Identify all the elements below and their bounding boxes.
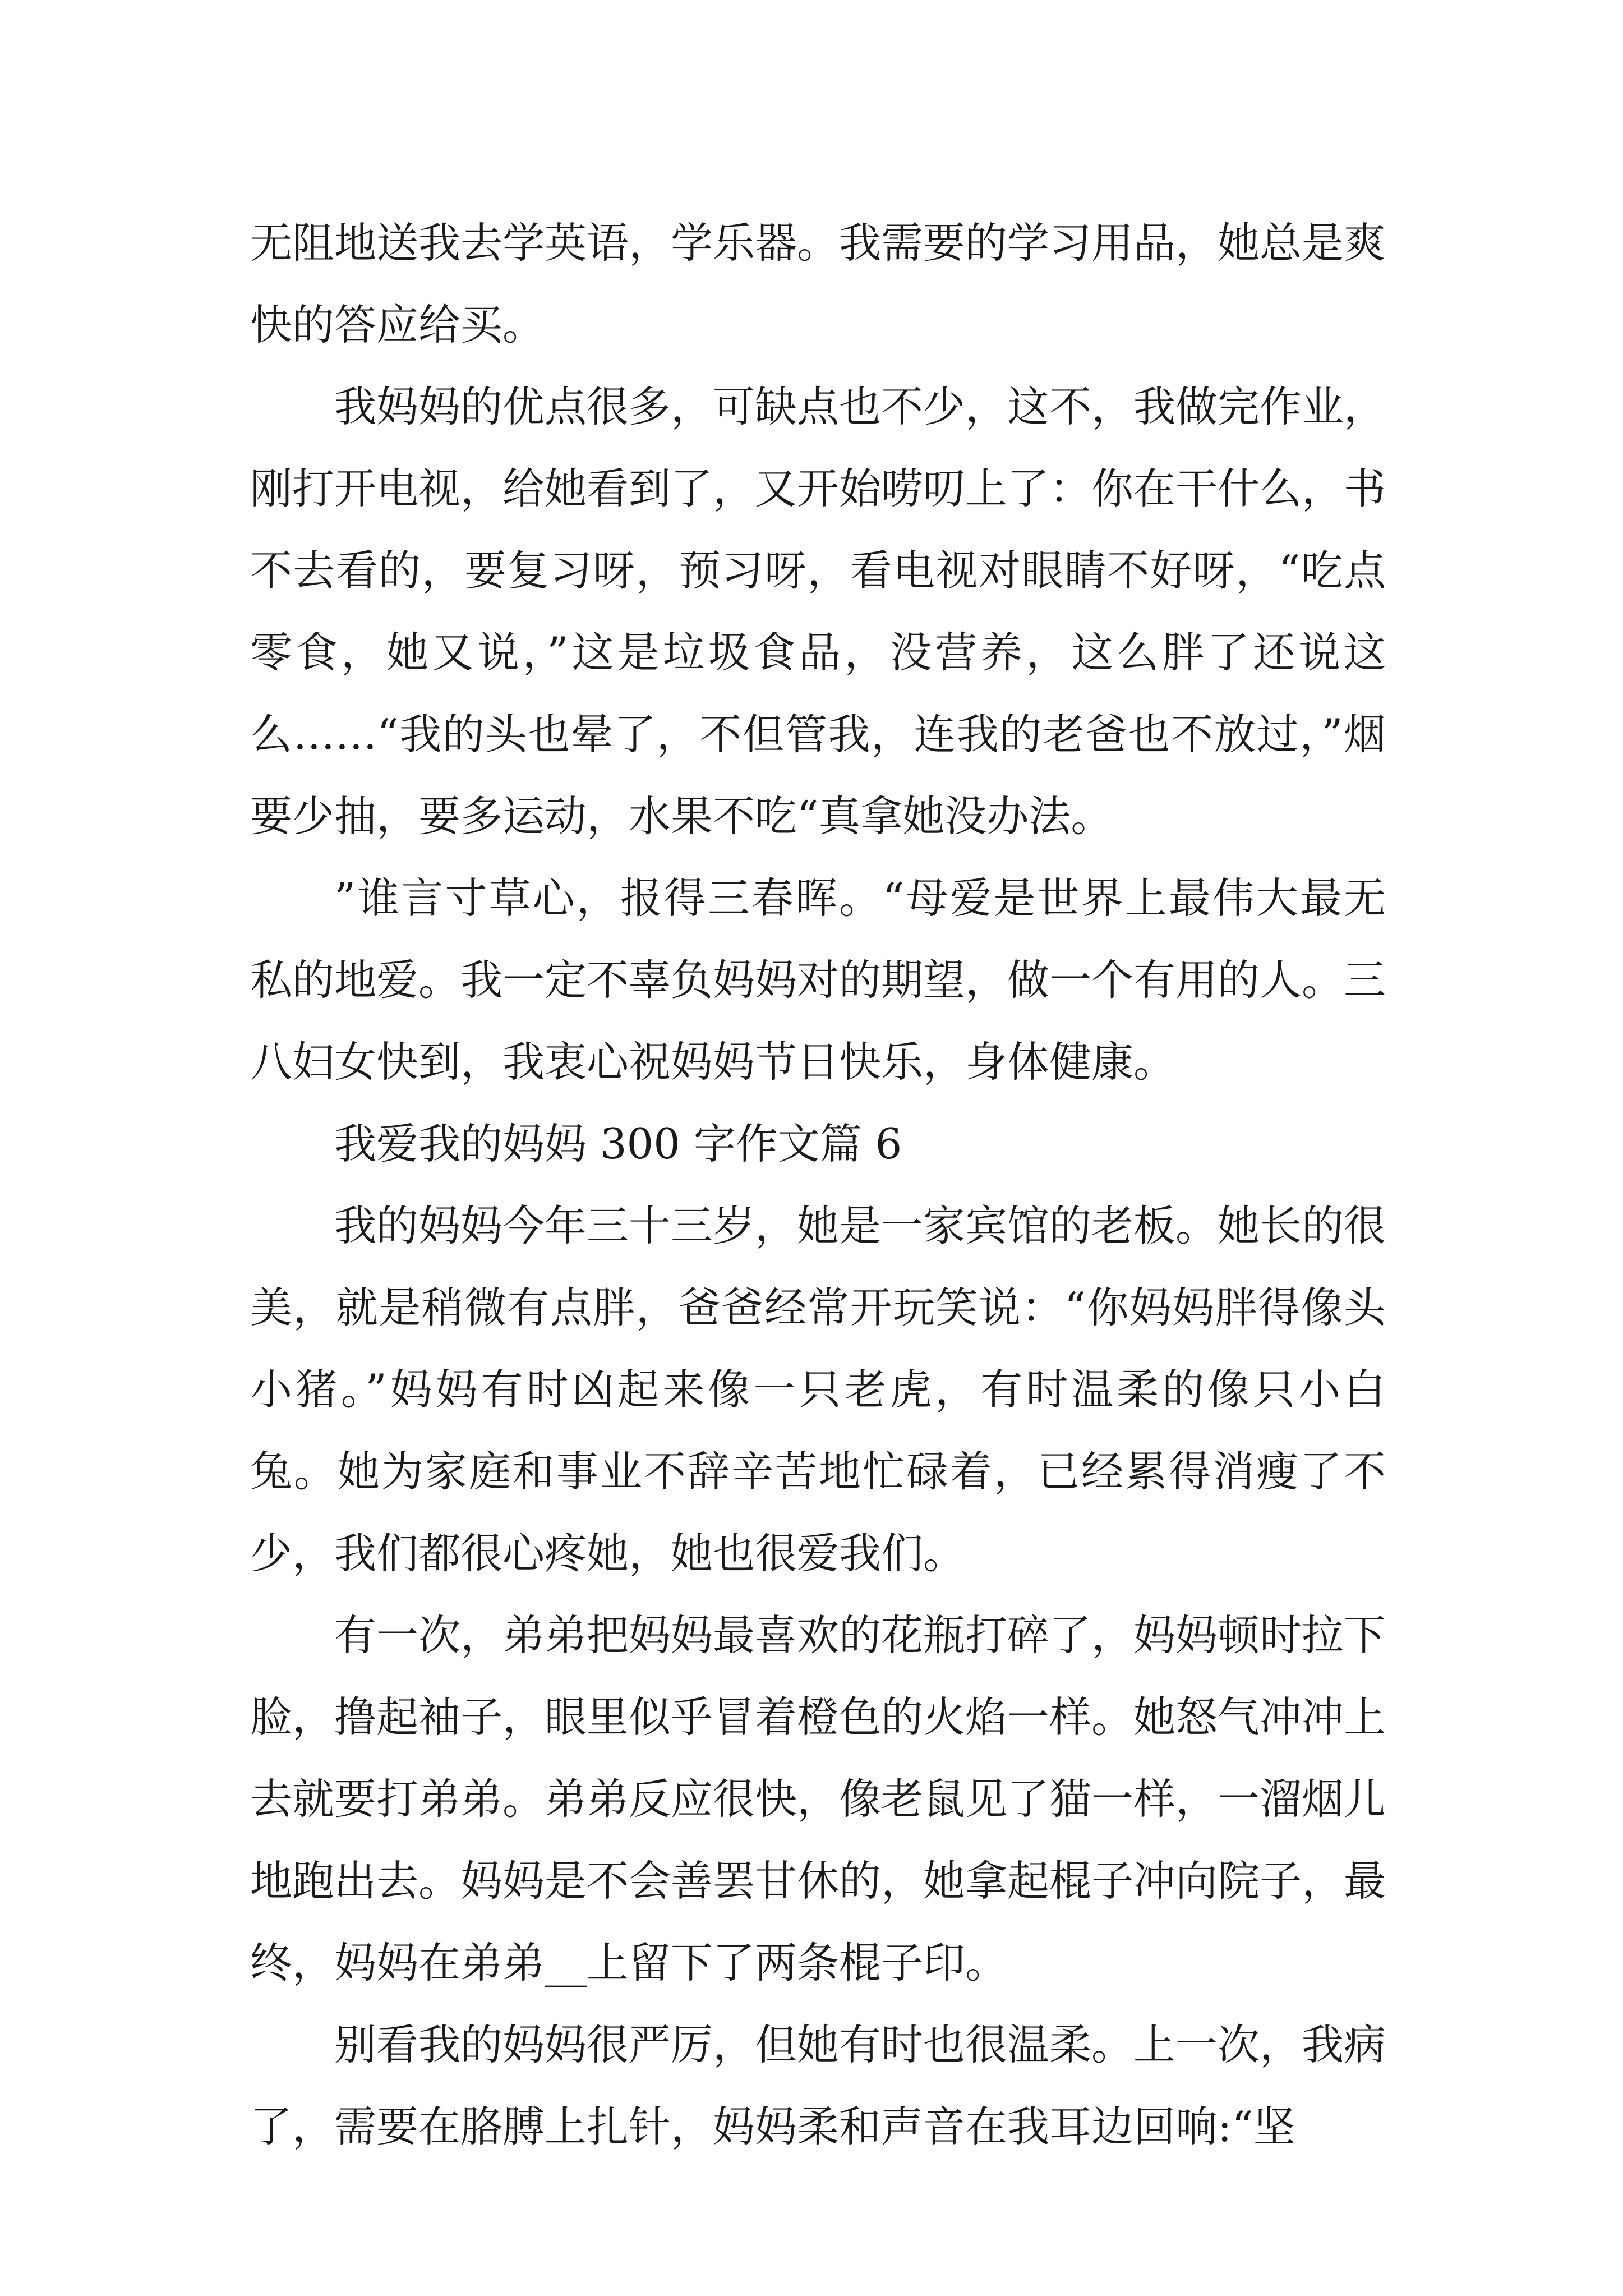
essay-body	[250, 202, 1386, 2168]
paragraph: 有一次，弟弟把妈妈最喜欢的花瓶打碎了，妈妈顿时拉下脸，撸起袖子，眼里似乎冒着橙色的火焰一样。她怒气冲冲上去就要打弟弟。弟弟反应很快，像老鼠见了猫一样，一溜烟儿地跑出去。妈妈是不会善罢甘休的，她拿起棍子冲向院子，最终，妈妈在弟弟__上留下了两条棍子印。	[250, 1611, 1386, 1987]
paragraph: ”谁言寸草心，报得三春晖。“母爱是世界上最伟大最无私的地爱。我一定不辜负妈妈对的期望，做一个有用的人。三八妇女快到，我衷心祝妈妈节日快乐，身体健康。	[250, 873, 1386, 1087]
section-heading: 我爱我的妈妈 300 字作文篇 6	[334, 1119, 902, 1168]
paragraph: 我的妈妈今年三十三岁，她是一家宾馆的老板。她长的很美，就是稍微有点胖，爸爸经常开玩笑说：“你妈妈胖得像头小猪。”妈妈有时凶起来像一只老虎，有时温柔的像只小白兔。她为家庭和事业不辞辛苦地忙碌着，已经累得消瘦了不少，我们都很心疼她，她也很爱我们。	[250, 1201, 1386, 1578]
paragraph: 别看我的妈妈很严厉，但她有时也很温柔。上一次，我病了，需要在胳膊上扎针，妈妈柔和声音在我耳边回响:“坚	[250, 2020, 1386, 2151]
paragraph: 我妈妈的优点很多，可缺点也不少，这不，我做完作业，刚打开电视，给她看到了，又开始唠叨上了：你在干什么，书不去看的，要复习呀，预习呀，看电视对眼睛不好呀，“吃点零食，她又说，”这是垃圾食品，没营养，这么胖了还说这么……“我的头也晕了，不但管我，连我的老爸也不放过，”烟要少抽，要多运动，水果不吃“真拿她没办法。	[250, 382, 1386, 841]
paragraph: 无阻地送我去学英语，学乐器。我需要的学习用品，她总是爽快的答应给买。	[250, 218, 1386, 349]
